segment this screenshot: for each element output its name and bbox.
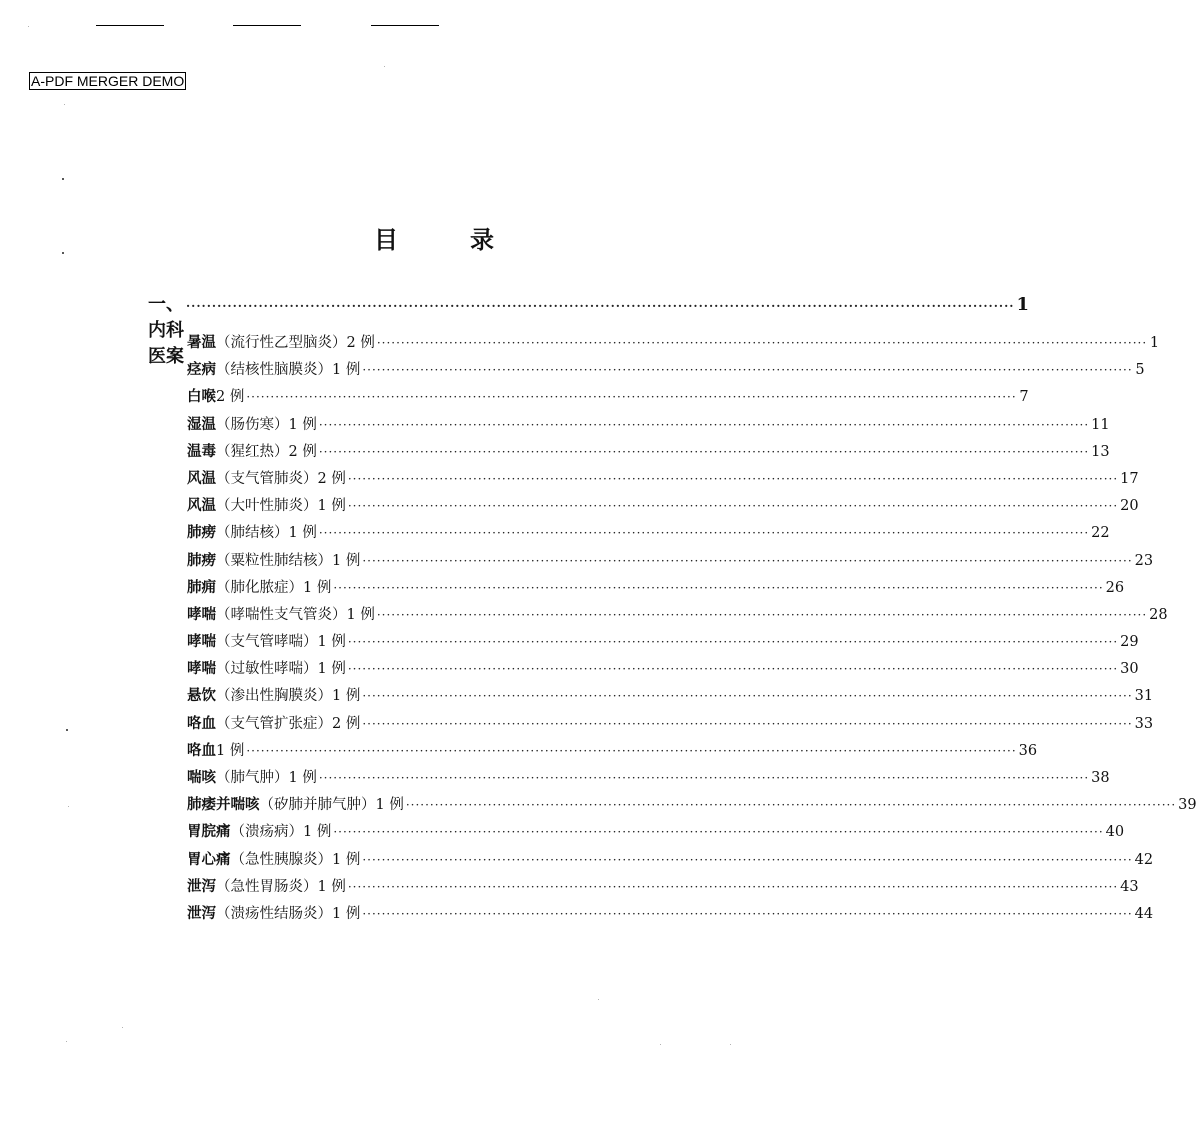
entry-case-count: 1 例 — [375, 797, 404, 814]
entry-case-count: 2 例 — [216, 389, 245, 406]
toc-entry — [187, 710, 1154, 737]
leader-dots: ································································································································································ — [318, 444, 1090, 459]
entry-name: 肺痈 — [187, 578, 216, 596]
entry-detail: （肠伤寒） — [216, 416, 289, 433]
toc-title-char-2: 录 — [470, 226, 494, 254]
leader-dots: ································································································································································ — [318, 417, 1090, 432]
entry-name: 肺痿并喘咳 — [187, 796, 260, 814]
entry-name: 咯血 — [187, 714, 216, 732]
toc-entry — [187, 465, 1139, 492]
entry-detail: （过敏性哮喘） — [216, 661, 318, 678]
entry-detail: （肺气肿） — [216, 770, 289, 786]
leader-dots: ································································································································································ — [347, 662, 1119, 677]
entry-case-count: 1 例 — [332, 851, 361, 868]
toc-entry — [187, 519, 1110, 546]
entry-name: 泄泻 — [187, 877, 216, 895]
leader-dots: ································································································································································ — [318, 771, 1090, 785]
entry-page-number: 43 — [1120, 878, 1139, 895]
leader-dots: ································································································································································ — [246, 390, 1017, 405]
entry-case-count: 1 例 — [216, 742, 245, 759]
toc-entry — [187, 329, 1160, 356]
toc-entry — [187, 791, 1197, 818]
toc-entry-list — [187, 329, 1197, 927]
leader-dots: ································································································································································ — [362, 553, 1133, 568]
entry-page-number: 23 — [1134, 552, 1154, 569]
leader-dots: ································································································································································ — [405, 798, 1177, 813]
toc-entry — [187, 492, 1139, 519]
entry-name: 暑温 — [187, 334, 216, 351]
entry-detail: （溃疡病） — [230, 824, 303, 841]
entry-page-number: 22 — [1091, 525, 1110, 542]
entry-case-count: 1 例 — [288, 770, 317, 786]
scan-speck — [598, 999, 599, 1000]
entry-page-number: 31 — [1134, 688, 1154, 705]
toc-entry — [187, 411, 1110, 438]
entry-detail: （渗出性胸膜炎） — [216, 688, 332, 705]
leader-dots: ································································································································································ — [318, 526, 1090, 541]
entry-case-count: 2 例 — [332, 715, 361, 732]
entry-name: 胃心痛 — [187, 850, 231, 868]
entry-name: 湿温 — [187, 415, 216, 433]
pdf-merger-watermark: A-PDF MERGER DEMO — [31, 73, 185, 89]
toc-title — [374, 224, 494, 256]
entry-name: 温毒 — [187, 442, 216, 460]
entry-case-count: 1 例 — [288, 416, 317, 433]
entry-case-count: 1 例 — [288, 525, 317, 542]
entry-name: 哮喘 — [187, 660, 216, 678]
entry-detail: （急性胰腺炎） — [230, 851, 332, 868]
entry-page-number: 30 — [1120, 661, 1139, 678]
entry-page-number: 26 — [1105, 579, 1125, 596]
entry-detail: （支气管哮喘） — [216, 634, 318, 651]
entry-page-number: 20 — [1120, 498, 1139, 515]
entry-detail: （矽肺并肺气肿） — [259, 797, 376, 814]
leader-dots: ································································································································································ — [362, 852, 1133, 867]
toc-entry — [187, 601, 1168, 628]
entry-name: 风温 — [187, 469, 216, 487]
toc-entry — [187, 356, 1145, 383]
scan-speck — [66, 729, 68, 731]
toc-entry — [187, 737, 1038, 764]
entry-page-number: 5 — [1135, 362, 1145, 379]
entry-page-number: 39 — [1178, 797, 1197, 814]
entry-page-number: 29 — [1120, 634, 1139, 651]
entry-page-number: 13 — [1091, 443, 1110, 460]
leader-dots: ································································································································································ — [376, 336, 1148, 350]
entry-page-number: 11 — [1091, 416, 1110, 433]
entry-case-count: 1 例 — [332, 905, 361, 922]
leader-dots: ································································································································································ — [347, 499, 1119, 514]
entry-case-count: 1 例 — [303, 824, 332, 841]
entry-case-count: 1 例 — [332, 552, 361, 569]
entry-name: 喘咳 — [187, 769, 216, 786]
leader-dots: ································································································································································ — [333, 580, 1104, 595]
section-page-number: 1 — [1016, 294, 1029, 315]
toc-entry — [187, 818, 1125, 845]
entry-name: 痉病 — [187, 361, 216, 379]
entry-detail: （支气管肺炎） — [216, 470, 318, 487]
entry-case-count: 2 例 — [288, 443, 317, 460]
top-rule-3 — [371, 25, 439, 26]
entry-case-count: 1 例 — [303, 579, 332, 596]
entry-detail: （结核性脑膜炎） — [216, 362, 332, 379]
entry-name: 哮喘 — [187, 605, 216, 623]
entry-case-count: 2 例 — [317, 470, 346, 487]
entry-page-number: 44 — [1134, 905, 1154, 922]
scan-speck — [62, 252, 64, 254]
entry-page-number: 17 — [1120, 470, 1139, 487]
toc-entry — [187, 438, 1110, 465]
entry-name: 胃脘痛 — [187, 823, 231, 841]
toc-entry — [187, 846, 1154, 873]
scan-speck — [730, 1044, 731, 1045]
scan-speck — [68, 806, 69, 807]
entry-name: 肺痨 — [187, 524, 216, 542]
entry-detail: （粟粒性肺结核） — [216, 552, 332, 569]
entry-case-count: 1 例 — [332, 688, 361, 705]
top-rule-2 — [233, 25, 301, 26]
toc-entry — [187, 574, 1125, 601]
entry-detail: （哮喘性支气管炎） — [216, 606, 347, 623]
toc-entry — [187, 682, 1154, 709]
scan-speck — [64, 104, 65, 105]
entry-detail: （肺结核） — [216, 525, 289, 542]
leader-dots: ································································································································································ — [362, 716, 1133, 731]
entry-name: 悬饮 — [187, 687, 216, 705]
entry-page-number: 33 — [1134, 715, 1154, 732]
scan-speck — [384, 66, 385, 67]
entry-page-number: 38 — [1091, 770, 1110, 786]
entry-case-count: 2 例 — [346, 335, 375, 351]
entry-detail: （肺化脓症） — [216, 579, 303, 596]
entry-detail: （猩红热） — [216, 443, 289, 460]
scan-speck — [62, 178, 64, 180]
leader-dots: ································································································································································ — [376, 607, 1148, 622]
entry-detail: （支气管扩张症） — [216, 715, 332, 732]
leader-dots: ································································································································································ — [362, 906, 1133, 921]
entry-page-number: 7 — [1019, 389, 1029, 406]
top-rule-1 — [96, 25, 164, 26]
section-label: 一、内科医案 — [148, 294, 184, 367]
entry-case-count: 1 例 — [317, 661, 346, 678]
toc-entry — [187, 655, 1139, 682]
leader-dots: ································································································································································ — [362, 363, 1133, 378]
leader-dots: ································································································································································ — [347, 635, 1119, 650]
leader-dots: ································································································································································ — [186, 299, 1015, 313]
entry-case-count: 1 例 — [317, 634, 346, 651]
entry-page-number: 28 — [1149, 606, 1168, 623]
entry-page-number: 36 — [1018, 742, 1038, 759]
entry-name: 肺痨 — [187, 551, 216, 569]
entry-detail: （急性胃肠炎） — [216, 878, 318, 895]
toc-entry — [187, 873, 1139, 900]
entry-case-count: 1 例 — [332, 362, 361, 379]
leader-dots: ································································································································································ — [333, 825, 1104, 840]
entry-name: 哮喘 — [187, 633, 216, 651]
entry-detail: （溃疡性结肠炎） — [216, 905, 332, 922]
scan-speck — [66, 1041, 67, 1042]
entry-name: 咯血 — [187, 741, 216, 759]
entry-name: 泄泻 — [187, 904, 216, 922]
entry-case-count: 1 例 — [317, 498, 346, 515]
entry-page-number: 42 — [1134, 851, 1154, 868]
toc-entry — [187, 383, 1029, 410]
leader-dots: ································································································································································ — [347, 879, 1119, 894]
entry-page-number: 40 — [1105, 824, 1125, 841]
leader-dots: ································································································································································ — [362, 689, 1133, 704]
entry-page-number: 1 — [1149, 335, 1160, 351]
toc-entry — [187, 764, 1110, 791]
scan-speck — [660, 1044, 661, 1045]
leader-dots: ································································································································································ — [347, 471, 1119, 486]
scan-speck — [28, 26, 29, 27]
entry-name: 风温 — [187, 497, 216, 515]
toc-entry — [187, 547, 1154, 574]
toc-entry — [187, 900, 1154, 927]
leader-dots: ································································································································································ — [246, 743, 1017, 758]
entry-case-count: 1 例 — [346, 606, 375, 623]
entry-name: 白喉 — [187, 388, 216, 406]
toc-title-char-1: 目 — [374, 226, 398, 254]
entry-detail: （大叶性肺炎） — [216, 498, 318, 515]
scan-speck — [122, 1027, 123, 1028]
toc-entry — [187, 628, 1139, 655]
entry-detail: （流行性乙型脑炎） — [216, 335, 347, 351]
entry-case-count: 1 例 — [317, 878, 346, 895]
